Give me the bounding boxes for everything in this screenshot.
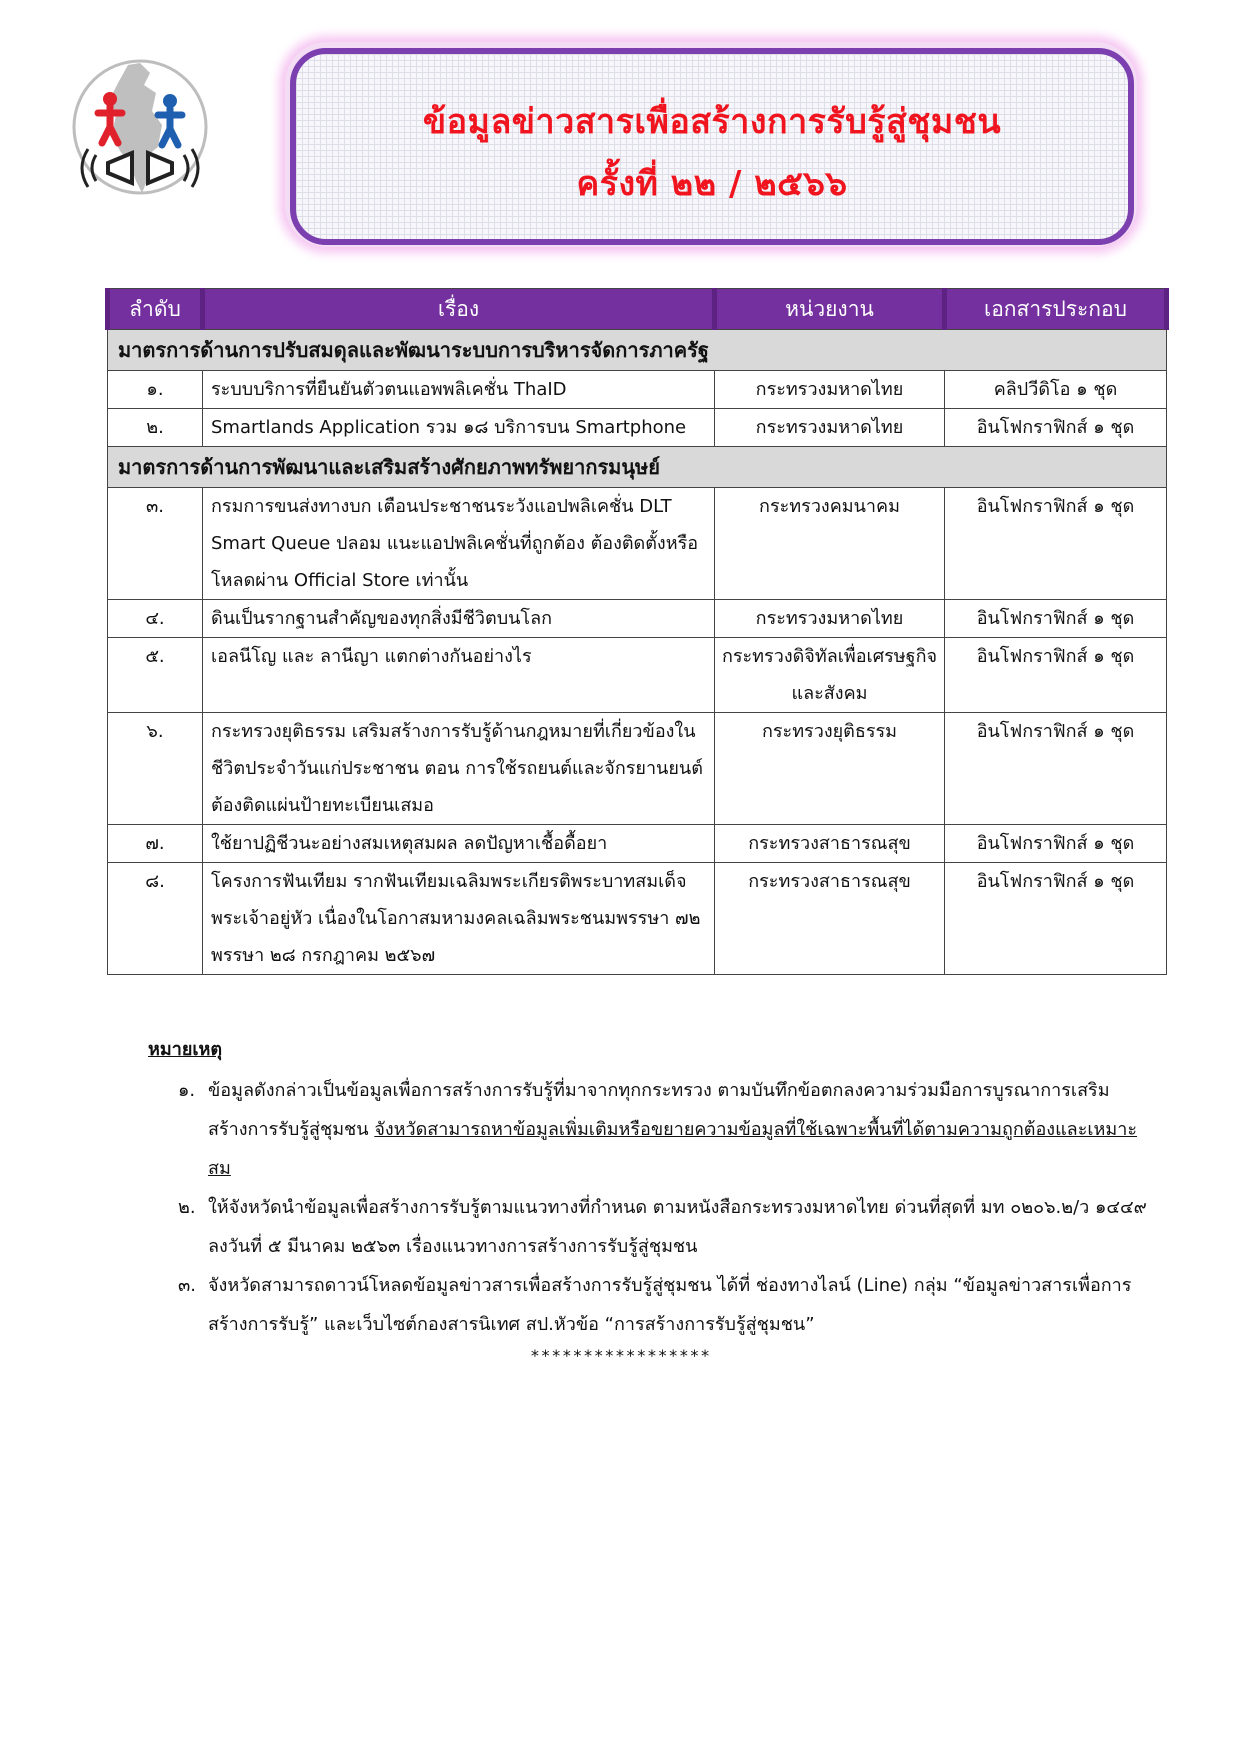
section-heading-row [108, 447, 1167, 488]
row-document: อินโฟกราฟิกส์ ๑ ชุด [945, 825, 1167, 863]
table-row [108, 488, 1167, 600]
column-header-no: ลำดับ [108, 289, 203, 330]
row-topic: กรมการขนส่งทางบก เตือนประชาชนระวังแอปพลิเคชั่น DLT Smart Queue ปลอม แนะแอปพลิเคชั่นที่ถูกต้อง ต้องติดตั้งหรือโหลดผ่าน Official Store เท่านั้น [203, 488, 715, 600]
note-text: ให้จังหวัดนำข้อมูลเพื่อสร้างการรับรู้ตามแนวทางที่กำหนด ตามหนังสือกระทรวงมหาดไทย ด่วนที่สุดที่ มท ๐๒๐๖.๒/ว ๑๔๔๙ ลงวันที่ ๕ มีนาคม ๒๕๖๓ เรื่องแนวทางการสร้างการรับรู้สู่ชุมชน [208, 1197, 1147, 1257]
column-header-document: เอกสารประกอบ [945, 289, 1167, 330]
table-row [108, 371, 1167, 409]
note-number: ๒. [178, 1197, 196, 1218]
row-number: ๗. [108, 825, 203, 863]
end-marker: ***************** [530, 1346, 711, 1365]
note-text: ข้อมูลดังกล่าวเป็นข้อมูลเพื่อการสร้างการรับรู้ที่มาจากทุกกระทรวง ตามบันทึกข้อตกลงความร่วมมือการบูรณาการเสริมสร้างการรับรู้สู่ชุมชน [208, 1080, 1110, 1140]
row-topic: เอลนีโญ และ ลานีญา แตกต่างกันอย่างไร [203, 638, 715, 713]
row-topic: ดินเป็นรากฐานสำคัญของทุกสิ่งมีชีวิตบนโลก [203, 600, 715, 638]
row-number: ๓. [108, 488, 203, 600]
note-text: จังหวัดสามารถดาวน์โหลดข้อมูลข่าวสารเพื่อสร้างการรับรู้สู่ชุมชน ได้ที่ ช่องทางไลน์ (Line) กลุ่ม “ข้อมูลข่าวสารเพื่อการสร้างการรับรู้” และเว็บไซต์กองสารนิเทศ สป.หัวข้อ “การสร้างการรับรู้สู่ชุมชน” [208, 1275, 1132, 1335]
table-row [108, 825, 1167, 863]
table-row [108, 600, 1167, 638]
row-document: อินโฟกราฟิกส์ ๑ ชุด [945, 713, 1167, 825]
row-document: อินโฟกราฟิกส์ ๑ ชุด [945, 409, 1167, 447]
row-number: ๕. [108, 638, 203, 713]
row-agency: กระทรวงมหาดไทย [715, 371, 945, 409]
row-number: ๒. [108, 409, 203, 447]
column-header-topic: เรื่อง [203, 289, 715, 330]
notes-section [148, 1030, 1148, 1344]
notes-heading: หมายเหตุ [148, 1039, 223, 1060]
note-item [148, 1188, 1148, 1266]
table-row [108, 409, 1167, 447]
row-topic: ระบบบริการที่ยืนยันตัวตนแอพพลิเคชั่น ThaID [203, 371, 715, 409]
row-document: อินโฟกราฟิกส์ ๑ ชุด [945, 488, 1167, 600]
row-topic: โครงการฟันเทียม รากฟันเทียมเฉลิมพระเกียรติพระบาทสมเด็จพระเจ้าอยู่หัว เนื่องในโอกาสมหามงคลเฉลิมพระชนมพรรษา ๗๒ พรรษา ๒๘ กรกฎาคม ๒๕๖๗ [203, 863, 715, 975]
row-document: คลิปวีดิโอ ๑ ชุด [945, 371, 1167, 409]
note-number: ๓. [178, 1275, 197, 1296]
row-document: อินโฟกราฟิกส์ ๑ ชุด [945, 600, 1167, 638]
row-topic: Smartlands Application รวม ๑๘ บริการบน Smartphone [203, 409, 715, 447]
issue-number: ครั้งที่ ๒๒ / ๒๕๖๖ [576, 164, 848, 204]
row-agency: กระทรวงดิจิทัลเพื่อเศรษฐกิจและสังคม [715, 638, 945, 713]
row-number: ๘. [108, 863, 203, 975]
note-underlined-text: จังหวัดสามารถหาข้อมูลเพิ่มเติมหรือขยายความข้อมูลที่ใช้เฉพาะพื้นที่ได้ตามความถูกต้องและเหมาะสม [208, 1119, 1138, 1179]
note-number: ๑. [178, 1080, 196, 1101]
row-agency: กระทรวงสาธารณสุข [715, 825, 945, 863]
row-number: ๑. [108, 371, 203, 409]
row-agency: กระทรวงมหาดไทย [715, 600, 945, 638]
section-heading: มาตรการด้านการปรับสมดุลและพัฒนาระบบการบริหารจัดการภาครัฐ [108, 330, 1167, 371]
table-row [108, 638, 1167, 713]
row-agency: กระทรวงคมนาคม [715, 488, 945, 600]
section-heading-row [108, 330, 1167, 371]
note-item [148, 1071, 1148, 1188]
table-row [108, 863, 1167, 975]
row-topic: กระทรวงยุติธรรม เสริมสร้างการรับรู้ด้านกฎหมายที่เกี่ยวข้องในชีวิตประจำวันแก่ประชาชน ตอน การใช้รถยนต์และจักรยานยนต์ ต้องติดแผ่นป้ายทะเบียนเสมอ [203, 713, 715, 825]
row-number: ๔. [108, 600, 203, 638]
row-agency: กระทรวงมหาดไทย [715, 409, 945, 447]
row-document: อินโฟกราฟิกส์ ๑ ชุด [945, 638, 1167, 713]
row-number: ๖. [108, 713, 203, 825]
note-item [148, 1266, 1148, 1344]
row-topic: ใช้ยาปฏิชีวนะอย่างสมเหตุสมผล ลดปัญหาเชื้อดื้อยา [203, 825, 715, 863]
page-title: ข้อมูลข่าวสารเพื่อสร้างการรับรู้สู่ชุมชน [422, 102, 1002, 142]
logo-emblem [70, 55, 210, 225]
section-heading: มาตรการด้านการพัฒนาและเสริมสร้างศักยภาพทรัพยากรมนุษย์ [108, 447, 1167, 488]
row-document: อินโฟกราฟิกส์ ๑ ชุด [945, 863, 1167, 975]
row-agency: กระทรวงสาธารณสุข [715, 863, 945, 975]
row-agency: กระทรวงยุติธรรม [715, 713, 945, 825]
title-banner [290, 48, 1134, 245]
table-header-row [108, 289, 1167, 330]
topics-table [105, 288, 1169, 975]
table-row [108, 713, 1167, 825]
column-header-agency: หน่วยงาน [715, 289, 945, 330]
